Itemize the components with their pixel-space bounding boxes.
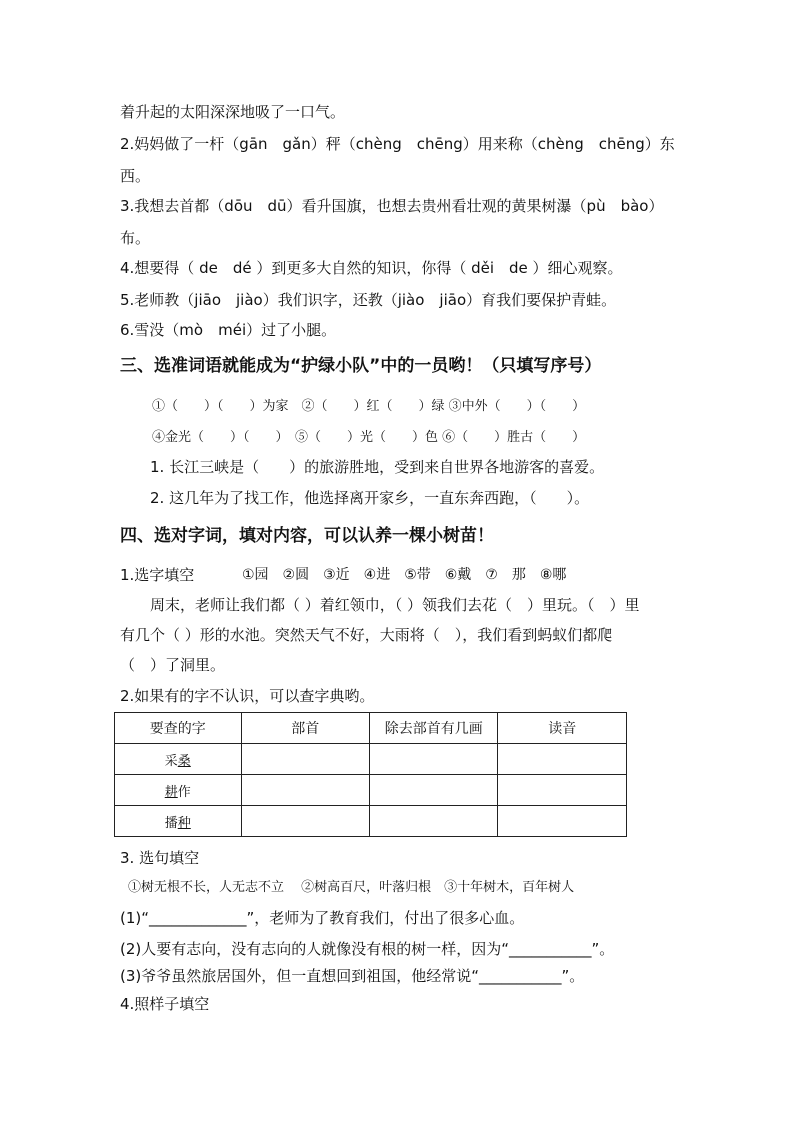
answer-cell[interactable]	[498, 806, 627, 837]
part-1-text-line-3: （ ）了洞里。	[120, 656, 226, 674]
table-header: 读音	[498, 713, 627, 744]
lookup-word-cell	[115, 806, 242, 837]
lookup-word-plain: 播	[164, 815, 178, 831]
part-3-label: 3. 选句填空	[120, 849, 200, 867]
table-header: 要查的字	[115, 713, 242, 744]
table-row	[115, 744, 627, 775]
answer-cell[interactable]	[498, 744, 627, 775]
part-1-label: 1.选字填空	[120, 566, 195, 584]
lookup-word-cell	[115, 744, 242, 775]
answer-cell[interactable]	[369, 775, 497, 806]
answer-cell[interactable]	[369, 806, 497, 837]
section-3-options-row-2: ④金光（ ）（ ） ⑤（ ）光（ ）色 ⑥（ ）胜古（ ）	[152, 430, 586, 445]
part-1-choices: ①园 ②圆 ③近 ④进 ⑤带 ⑥戴 ⑦ 那 ⑧哪	[242, 567, 567, 583]
text-line-0: 着升起的太阳深深地吸了一口气。	[120, 103, 346, 121]
text-line-6: 5.老师教（jiāo jiào）我们识字，还教（jiào jiāo）育我们要保护青蛙。	[120, 291, 617, 309]
table-header-row	[115, 713, 627, 744]
lookup-word-target: 耕	[164, 784, 178, 800]
text-line-1: 2.妈妈做了一杆（gān gǎn）秤（chèng chēng）用来称（chèng chēng）东	[120, 135, 675, 153]
section-4-heading: 四、选对字词，填对内容，可以认养一棵小树苗！	[120, 526, 494, 546]
answer-cell[interactable]	[241, 744, 369, 775]
part-4-label: 4.照样子填空	[120, 995, 210, 1013]
table-header: 部首	[241, 713, 369, 744]
section-3-heading: 三、选准词语就能成为“护绿小队”中的一员哟！（只填写序号）	[120, 356, 602, 376]
lookup-word-target: 种	[177, 815, 191, 831]
answer-cell[interactable]	[498, 775, 627, 806]
section-3-options-row-1: ①（ ）（ ）为家 ②（ ）红（ ）绿 ③中外（ ）（ ）	[152, 399, 586, 414]
text-line-7: 6.雪没（mò méi）过了小腿。	[120, 321, 337, 339]
table-row	[115, 806, 627, 837]
text-line-5: 4.想要得（ de dé ）到更多大自然的知识，你得（ děi de ）细心观察。	[120, 259, 623, 277]
part-2-label: 2.如果有的字不认识，可以查字典哟。	[120, 687, 375, 705]
part-3-question-3: (3)爷爷虽然旅居国外，但一直想回到祖国，他经常说“___________”。	[120, 967, 585, 985]
dictionary-lookup-table	[114, 712, 627, 837]
part-1-text-line-2: 有几个（ ）形的水池。突然天气不好，大雨将（ ），我们看到蚂蚁们都爬	[120, 626, 613, 644]
answer-cell[interactable]	[369, 744, 497, 775]
part-3-question-1: (1)“_____________”，老师为了教育我们，付出了很多心血。	[120, 909, 525, 927]
section-3-question-2: 2. 这几年为了找工作，他选择离开家乡，一直东奔西跑，（ ）。	[150, 489, 590, 507]
text-line-2: 西。	[120, 167, 151, 185]
lookup-word-plain: 作	[177, 784, 191, 800]
table-row	[115, 775, 627, 806]
part-3-question-2: (2)人要有志向，没有志向的人就像没有根的树一样，因为“___________”。	[120, 940, 615, 958]
answer-cell[interactable]	[241, 775, 369, 806]
text-line-4: 布。	[120, 229, 151, 247]
part-1-text-line-1: 周末，老师让我们都（ ）着红领巾，（ ）领我们去花（ ）里玩。（ ）里	[150, 596, 640, 614]
text-line-3: 3.我想去首都（dōu dū）看升国旗，也想去贵州看壮观的黄果树瀑（pù bào）	[120, 197, 664, 215]
answer-cell[interactable]	[241, 806, 369, 837]
lookup-word-cell	[115, 775, 242, 806]
section-3-question-1: 1. 长江三峡是（ ）的旅游胜地，受到来自世界各地游客的喜爱。	[150, 458, 605, 476]
part-3-choices: ①树无根不长，人无志不立 ②树高百尺，叶落归根 ③十年树木，百年树人	[128, 880, 575, 895]
table-header: 除去部首有几画	[369, 713, 497, 744]
lookup-word-target: 桑	[177, 753, 191, 769]
lookup-word-plain: 采	[164, 753, 178, 769]
